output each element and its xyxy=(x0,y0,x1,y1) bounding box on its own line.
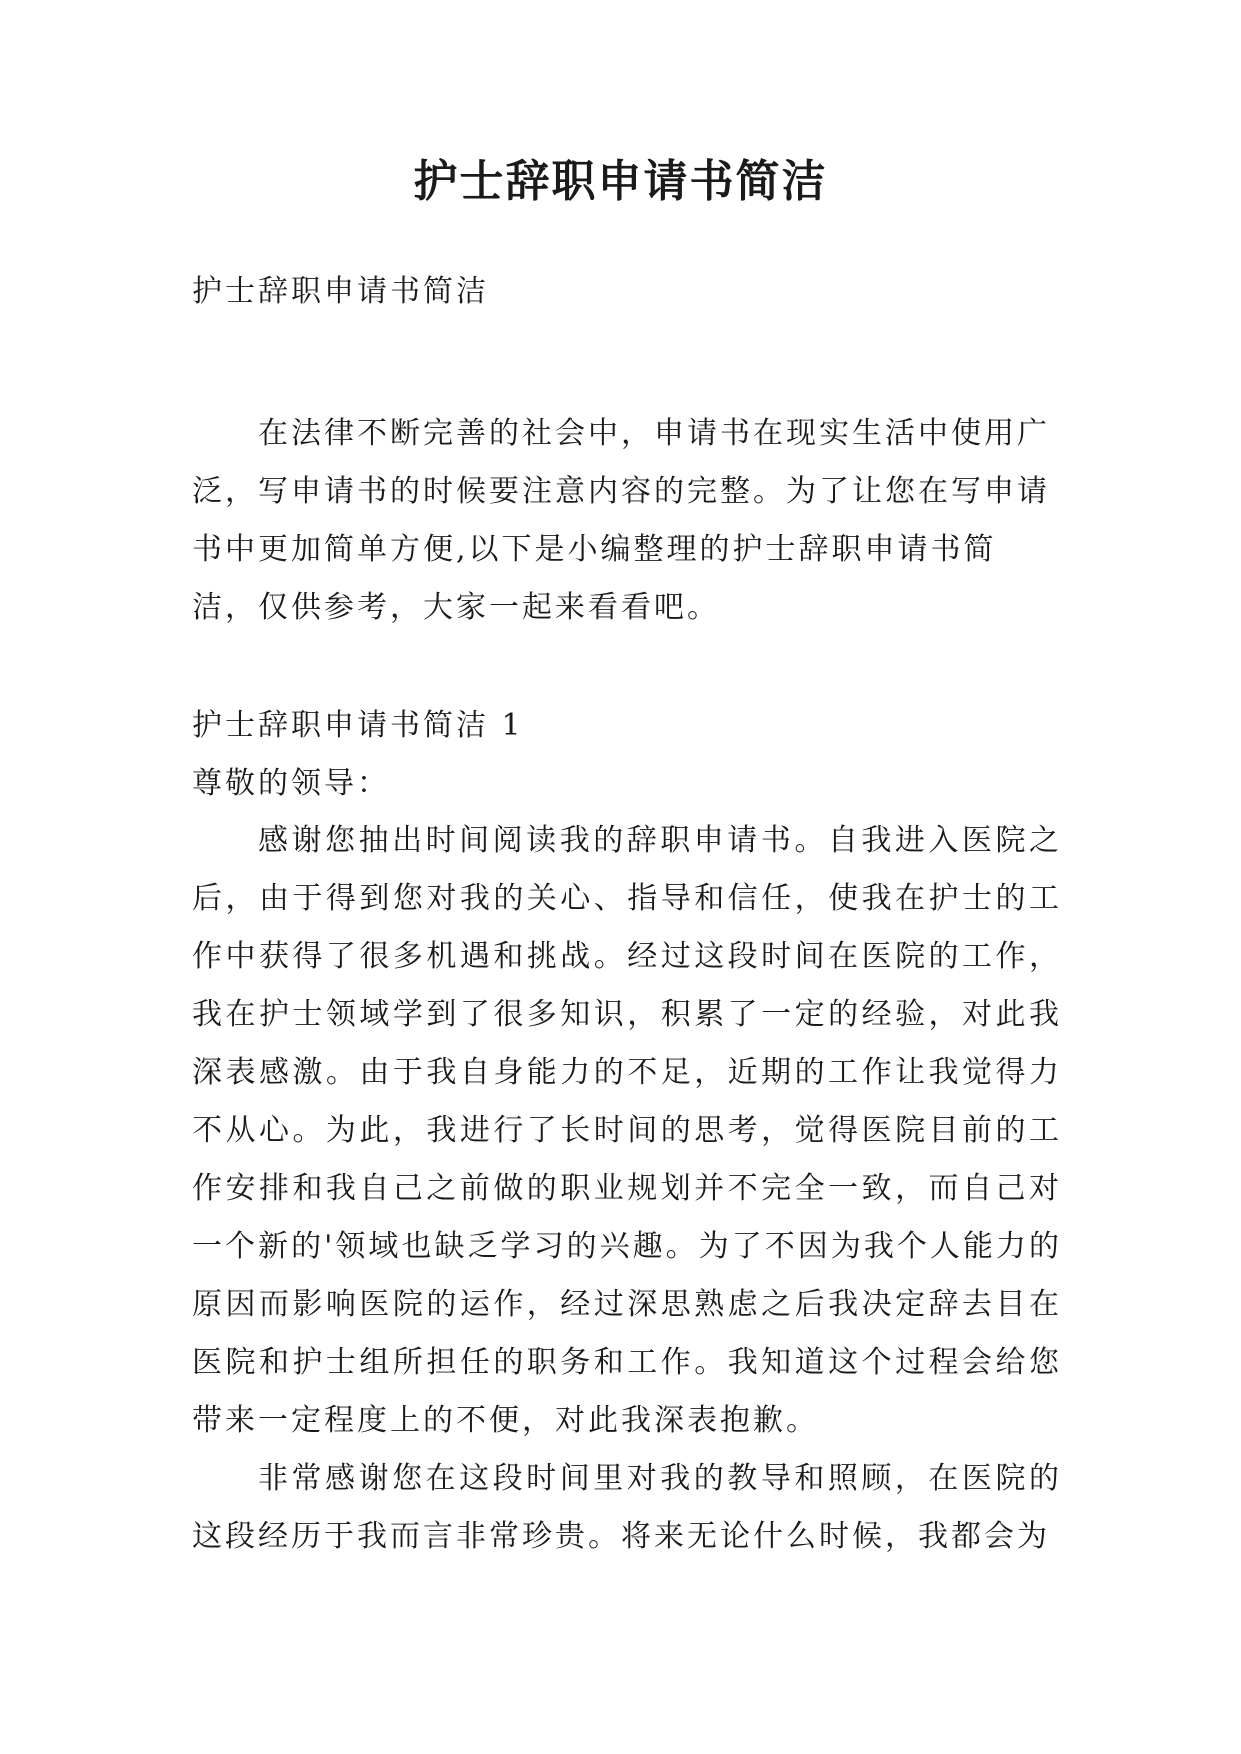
intro-paragraph: 在法律不断完善的社会中，申请书在现实生活中使用广泛，写申请书的时候要注意内容的完整。为了让您在写申请书中更加简单方便,以下是小编整理的护士辞职申请书简洁，仅供参考，大家一起来看看吧。 xyxy=(192,416,1050,625)
document-subtitle: 护士辞职申请书简洁 xyxy=(192,274,489,309)
section-heading: 护士辞职申请书简洁 1 xyxy=(192,708,524,743)
salutation: 尊敬的领导： xyxy=(192,766,390,801)
letter-paragraph: 非常感谢您在这段时间里对我的教导和照顾，在医院的这段经历于我而言非常珍贵。将来无论什么时候，我都会为 xyxy=(192,1461,1062,1554)
document-title: 护士辞职申请书简洁 xyxy=(413,156,828,207)
letter-paragraph: 感谢您抽出时间阅读我的辞职申请书。自我进入医院之后，由于得到您对我的关心、指导和信任，使我在护士的工作中获得了很多机遇和挑战。经过这段时间在医院的工作，我在护士领域学到了很多知识，积累了一定的经验，对此我深表感激。由于我自身能力的不足，近期的工作让我觉得力不从心。为此，我进行了长时间的思考，觉得医院目前的工作安排和我自己之前做的职业规划并不完全一致，而自己对一个新的'领域也缺乏学习的兴趣。为了不因为我个人能力的原因而影响医院的运作，经过深思熟虑之后我决定辞去目在医院和护士组所担任的职务和工作。我知道这个过程会给您带来一定程度上的不便，对此我深表抱歉。 xyxy=(192,823,1062,1438)
letter-body xyxy=(192,812,1062,1566)
